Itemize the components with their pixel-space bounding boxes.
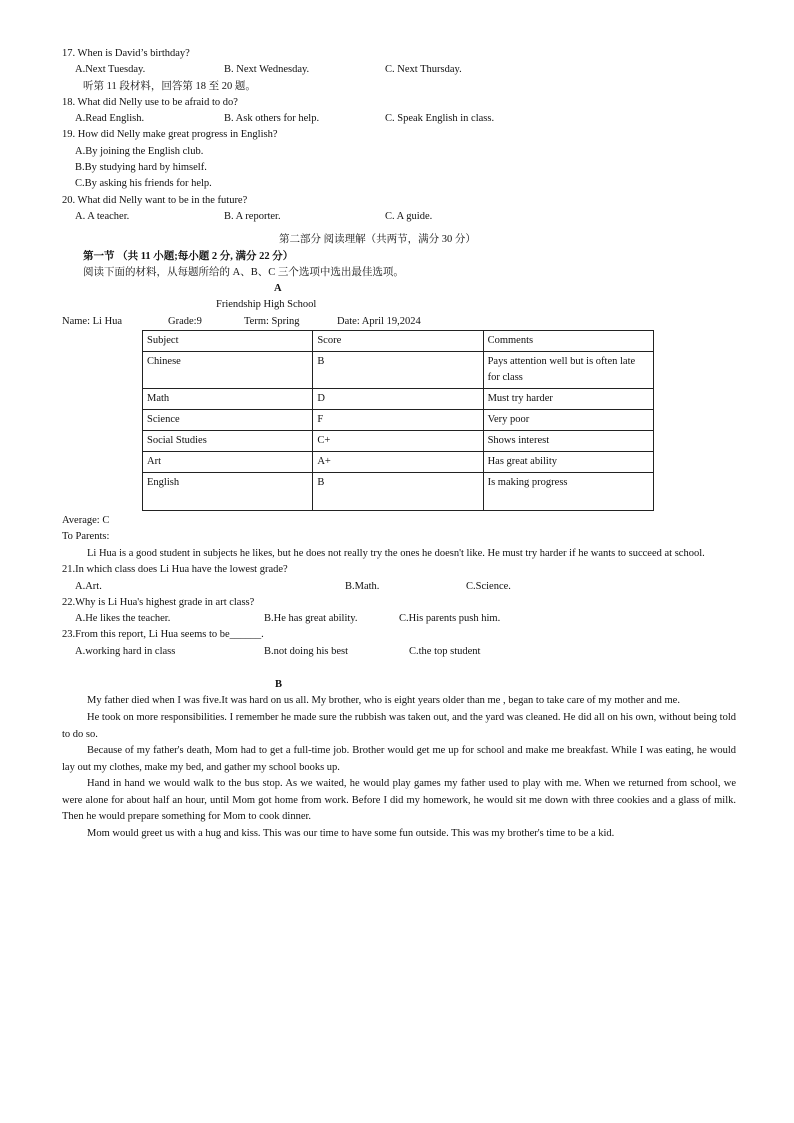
to-parents: To Parents: <box>62 531 110 543</box>
option-a: A.Read English. <box>75 113 145 125</box>
option-c: C. A guide. <box>385 210 433 222</box>
question-19: 19. How did Nelly make great progress in English? <box>62 129 278 141</box>
passage-b-paragraph: Because of my father's death, Mom had to get a full-time job. Brother would get me up for school and make me breakfast. While I was eating, he would lay out my clothes, make my bed, and gather my school books up. <box>62 745 736 773</box>
report-date: Date: April 19,2024 <box>337 315 421 327</box>
table-row <box>143 473 654 511</box>
table-header-row <box>143 331 654 352</box>
score-cell: A+ <box>313 452 483 473</box>
section-one-heading: 第一节 （共 11 小题;每小题 2 分, 满分 22 分） <box>83 250 294 262</box>
student-name: Name: Li Hua <box>62 315 123 327</box>
reading-instruction: 阅读下面的材料，从每题所给的 A、B、C 三个选项中选出最佳选项。 <box>83 266 404 278</box>
option-b: B. Ask others for help. <box>224 113 320 125</box>
subject-cell: Math <box>143 389 313 410</box>
option-a: A.working hard in class <box>75 645 176 657</box>
question-18-options <box>62 111 736 127</box>
comment-cell: Shows interest <box>483 431 653 452</box>
score-cell: B <box>313 473 483 511</box>
header-subject: Subject <box>143 331 313 352</box>
table-row <box>143 352 654 389</box>
table-row <box>143 410 654 431</box>
school-name: Friendship High School <box>216 299 317 311</box>
subject-cell: Art <box>143 452 313 473</box>
passage-b-paragraph: He took on more responsibilities. I remember he made sure the rubbish was taken out, and the yard was cleaned. He did all on his own, without being told to do so. <box>62 711 736 740</box>
student-grade: Grade:9 <box>168 315 202 327</box>
option-a: A.He likes the teacher. <box>75 613 171 625</box>
table-row <box>143 452 654 473</box>
score-cell: C+ <box>313 431 483 452</box>
question-18: 18. What did Nelly use to be afraid to do? <box>62 96 238 108</box>
option-c: C.By asking his friends for help. <box>75 178 212 190</box>
passage-b-paragraph: Hand in hand we would walk to the bus stop. As we waited, he would play games my father used to play with me. When we returned from school, we were alone for about half an hour, until Mom got home from work. Before I did my homework, he would sit me down with three cookies and a glass of milk. Then he would prepare something for Mom to cook dinner. <box>62 778 736 823</box>
question-17: 17. When is David’s birthday? <box>62 48 190 59</box>
option-b: B. A reporter. <box>224 210 281 222</box>
comment-cell: Pays attention well but is often late for class <box>483 352 653 389</box>
header-comments: Comments <box>483 331 653 352</box>
question-22-options <box>62 611 736 627</box>
question-23: 23.From this report, Li Hua seems to be______. <box>62 629 264 641</box>
comment-cell: Is making progress <box>483 473 653 511</box>
passage-a-letter: A <box>274 283 282 295</box>
option-c: C.His parents push him. <box>399 613 501 625</box>
comment-cell: Very poor <box>483 410 653 431</box>
option-c: C.the top student <box>409 645 481 657</box>
passage-b-letter: B <box>275 679 283 691</box>
question-22: 22.Why is Li Hua's highest grade in art class? <box>62 596 255 608</box>
table-row <box>143 389 654 410</box>
subject-cell: Social Studies <box>143 431 313 452</box>
report-info <box>62 314 736 330</box>
option-a: A.Next Tuesday. <box>75 64 146 76</box>
option-c: C. Speak English in class. <box>385 113 495 125</box>
option-a: A.By joining the English club. <box>75 145 204 157</box>
option-c: C. Next Thursday. <box>385 64 462 76</box>
exam-page <box>62 46 736 843</box>
comment-cell: Must try harder <box>483 389 653 410</box>
header-score: Score <box>313 331 483 352</box>
listening-instruction: 听第 11 段材料，回答第 18 至 20 题。 <box>83 80 256 92</box>
option-a: A. A teacher. <box>75 210 130 222</box>
question-21: 21.In which class does Li Hua have the lowest grade? <box>62 564 288 576</box>
option-c: C.Science. <box>466 580 511 592</box>
subject-cell: Science <box>143 410 313 431</box>
score-cell: D <box>313 389 483 410</box>
option-a: A.Art. <box>75 580 102 592</box>
score-cell: F <box>313 410 483 431</box>
passage-b-paragraph: Mom would greet us with a hug and kiss. This was our time to have some fun outside. This was my brother's time to be a kid. <box>87 828 615 840</box>
question-17-options <box>62 62 736 78</box>
subject-cell: Chinese <box>143 352 313 389</box>
option-b: B.By studying hard by himself. <box>75 162 207 174</box>
table-row <box>143 431 654 452</box>
question-21-options <box>62 579 736 595</box>
option-b: B.Math. <box>345 580 380 592</box>
option-b: B. Next Wednesday. <box>224 64 310 76</box>
term: Term: Spring <box>244 315 300 327</box>
score-cell: B <box>313 352 483 389</box>
question-23-options <box>62 644 736 660</box>
subject-cell: English <box>143 473 313 511</box>
average-grade: Average: C <box>62 515 110 527</box>
teacher-note: Li Hua is a good student in subjects he likes, but he does not really try the ones he doesn't like. He must try harder if he wants to succeed at school. <box>87 547 705 559</box>
question-20: 20. What did Nelly want to be in the future? <box>62 194 248 206</box>
report-card-table <box>142 330 654 511</box>
option-b: B.He has great ability. <box>264 613 358 625</box>
option-b: B.not doing his best <box>264 645 349 657</box>
passage-b-paragraph: My father died when I was five.It was hard on us all. My brother, who is eight years older than me , began to take care of my mother and me. <box>87 695 680 707</box>
comment-cell: Has great ability <box>483 452 653 473</box>
question-20-options <box>62 209 736 225</box>
part-two-title: 第二部分 阅读理解（共两节，满分 30 分） <box>279 234 476 246</box>
